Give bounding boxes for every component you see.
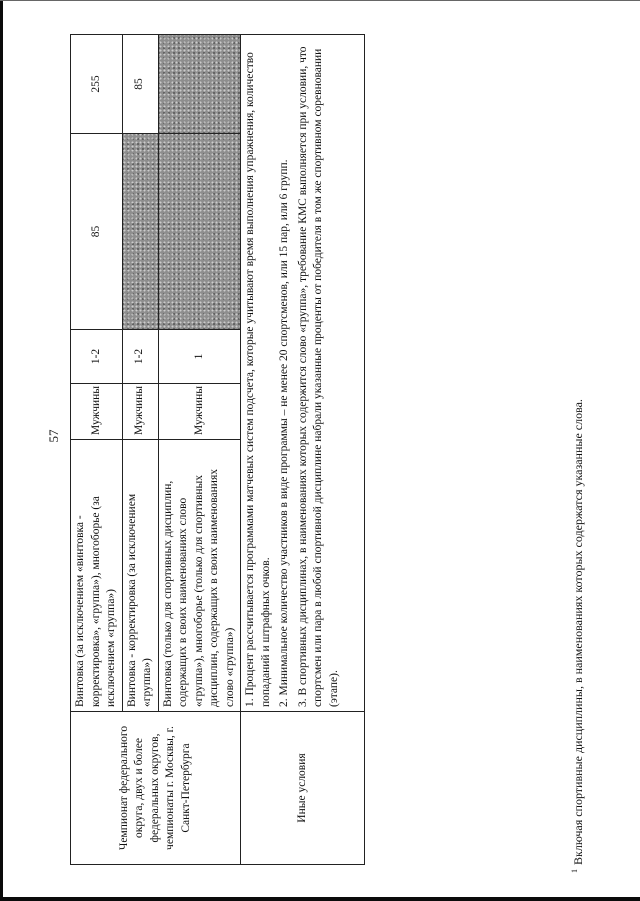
note-2: 2. Минимальное количество участников в виде программы – не менее 20 спортсменов, или 15 пар, или 6 групп. <box>278 159 291 707</box>
score-cell: 255 <box>71 35 123 134</box>
footnote <box>570 73 586 873</box>
rank-cell: 1-2 <box>122 330 158 384</box>
other-conditions-label: Иные условия <box>241 712 365 865</box>
page-number: 57 <box>46 429 61 443</box>
table-row <box>71 35 123 865</box>
discipline-cell: Винтовка (за исключением «винтовка - корректировка», «группа»), многоборье (за исключением «группа») <box>71 440 123 712</box>
note-1: 1. Процент рассчитывается программами матчевых систем подсчета, которые учитывают время выполнения упражнения, количество попаданий и штрафных очков. <box>244 52 272 707</box>
footnote-marker: 1 <box>570 869 579 873</box>
discipline-cell: Винтовка (только для спортивных дисциплин, содержащих в своих наименованиях слово «группа»), многоборье (только для спортивных дисциплин, содержащих в своих наименованиях слово «группа») <box>158 440 241 712</box>
gender-cell: Мужчины <box>122 384 158 440</box>
footnote-text: Включая спортивные дисциплины, в наименованиях которых содержатся указанные слова. <box>571 399 585 865</box>
discipline-cell: Винтовка - корректировка (за исключением «группа») <box>122 440 158 712</box>
rank-cell: 1-2 <box>71 330 123 384</box>
event-name-cell: Чемпионат федерального округа, двух и более федеральных округов, чемпионаты г. Москвы, г. Санкт-Петербурга <box>71 712 241 865</box>
percent-cell: 85 <box>71 134 123 330</box>
gender-cell: Мужчины <box>158 384 241 440</box>
shaded-score-cell <box>158 35 241 134</box>
table-row <box>241 35 365 865</box>
shaded-percent-cell <box>122 134 158 330</box>
shaded-percent-cell <box>158 134 241 330</box>
note-3: 3. В спортивных дисциплинах, в наименованиях которых содержится слово «группа», требование КМС выполняется при условии, что спортсмен или пара в любой спортивной дисциплине набрали указанные проценты от победителя в том же спортивном соревновании (этапе). <box>296 46 340 707</box>
other-conditions-notes <box>241 35 365 712</box>
qualification-table <box>70 34 365 865</box>
gender-cell: Мужчины <box>71 384 123 440</box>
rank-cell: 1 <box>158 330 241 384</box>
score-cell: 85 <box>122 35 158 134</box>
